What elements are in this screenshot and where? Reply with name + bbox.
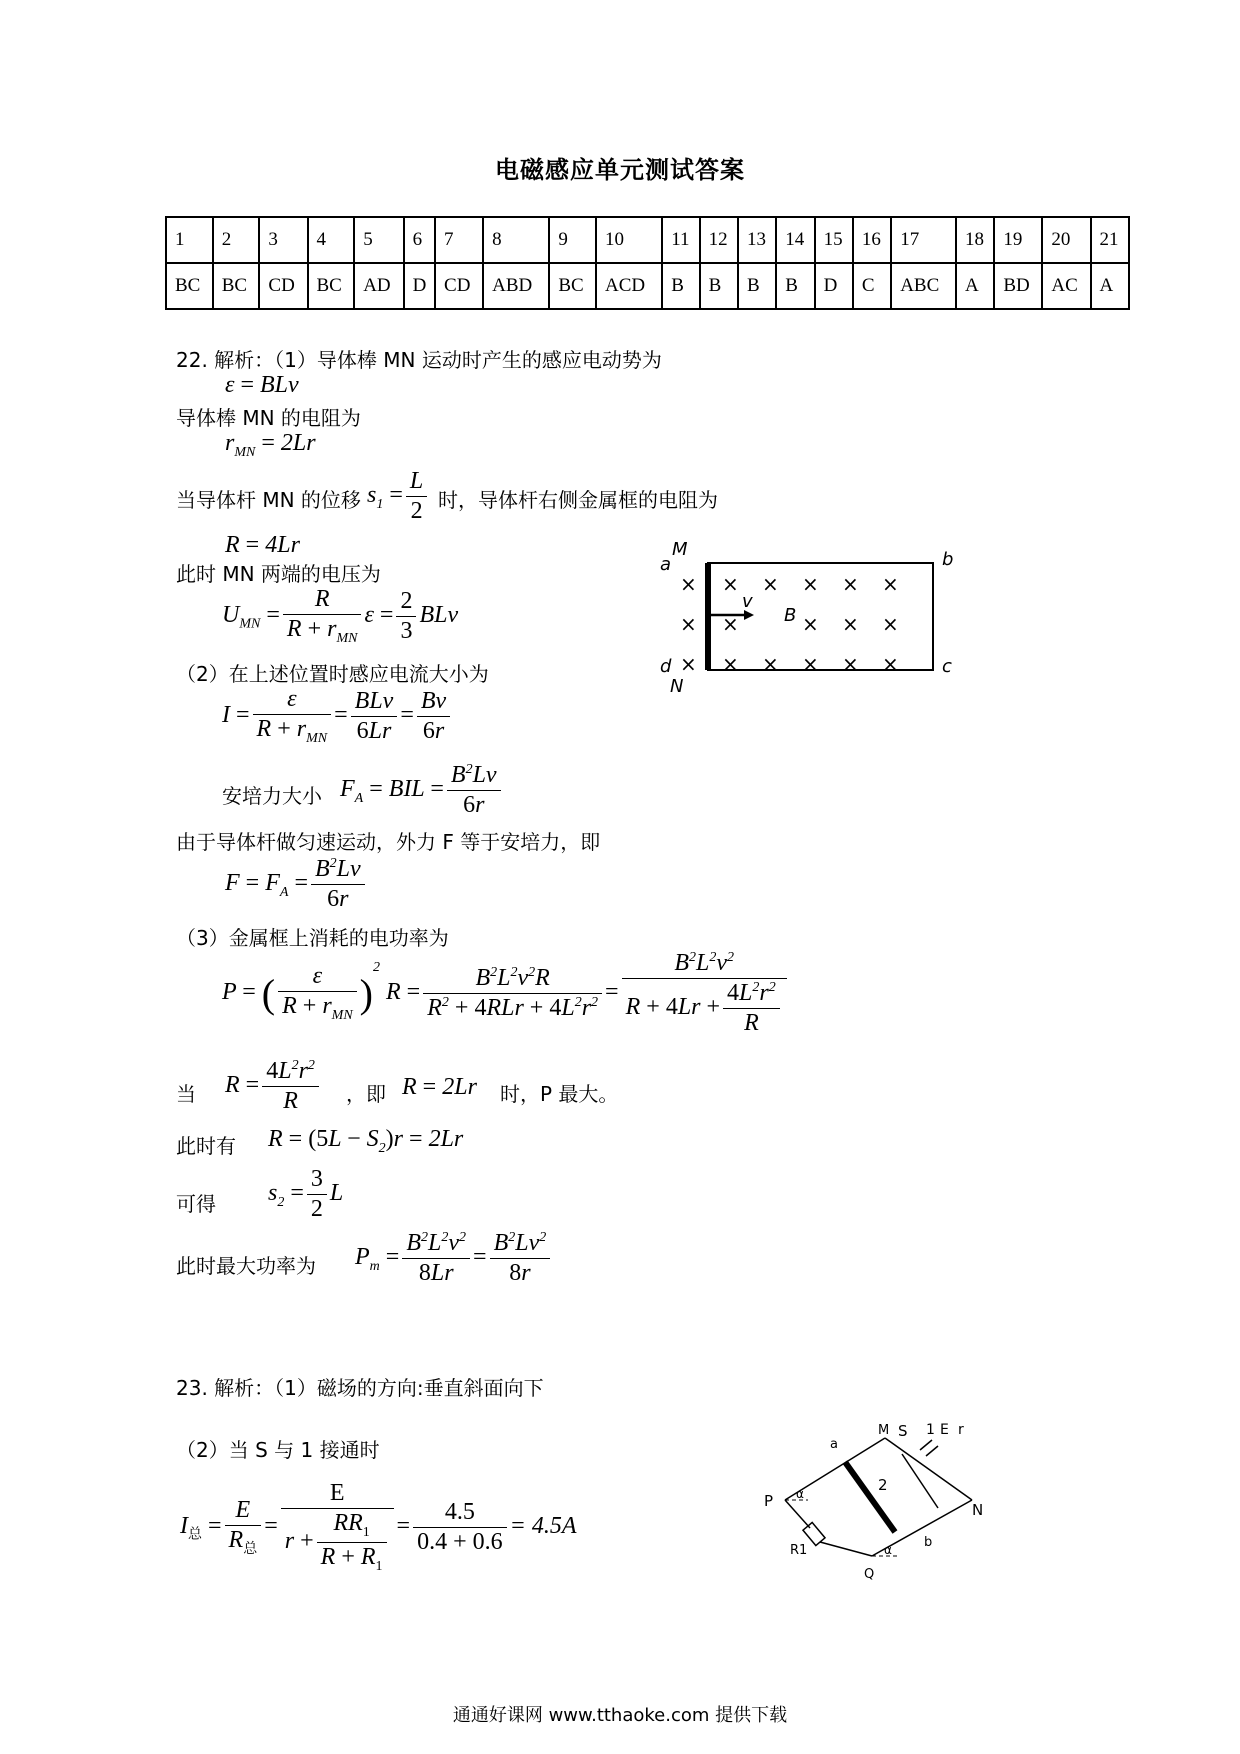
fig1-label-d: d (660, 656, 672, 677)
answer-cell: B (700, 263, 738, 309)
answer-cell: BC (166, 263, 213, 309)
answer-cell: B (662, 263, 699, 309)
fig2-label-s: S (898, 1422, 908, 1440)
fig2-label-e: E (940, 1422, 949, 1438)
q22-eq-condition: R = $\frac{4L^2r^2}{R}$ (225, 1058, 322, 1115)
svg-text:×: × (882, 652, 899, 676)
q22-line-9c: 时，P 最大。 (500, 1082, 619, 1106)
question-number-cell: 20 (1042, 217, 1090, 263)
q22-eq-r2lr: R = 2Lr (402, 1074, 477, 1100)
q22-line-6: 安培力大小 (222, 784, 322, 808)
answer-cell: BD (994, 263, 1042, 309)
q22-line-9b: ，即 (346, 1082, 386, 1106)
question-number-cell: 19 (994, 217, 1042, 263)
footer-credit: 通通好课网 www.tthaoke.com 提供下载 (452, 1705, 788, 1726)
capacitor-plate-1 (920, 1440, 932, 1450)
svg-text:×: × (802, 652, 819, 676)
question-number-cell: 9 (549, 217, 596, 263)
question-number-cell: 21 (1091, 217, 1129, 263)
svg-text:×: × (842, 572, 859, 596)
answer-cell: A (956, 263, 994, 309)
question-number-cell: 4 (308, 217, 355, 263)
q22-eq-s2: $s_2$ = $\frac{3}{2}$ L (268, 1166, 344, 1222)
question-number-cell: 8 (483, 217, 549, 263)
wire-r1-q (820, 1542, 872, 1556)
upper-rail-right (885, 1438, 972, 1500)
svg-text:×: × (722, 612, 739, 636)
q22-line-3b: 时，导体杆右侧金属框的电阻为 (438, 488, 718, 512)
page-title: 电磁感应单元测试答案 (495, 156, 745, 184)
question-number-cell: 10 (596, 217, 662, 263)
q22-line-10: 此时有 (176, 1134, 236, 1158)
fig2-label-m: M (878, 1423, 890, 1438)
q22-eq-emf: ε = BLv (225, 372, 299, 398)
question-number-cell: 14 (776, 217, 814, 263)
wire-p-r1 (785, 1500, 810, 1528)
rod-on-rails (845, 1462, 895, 1532)
svg-text:×: × (680, 652, 697, 676)
answer-cell: ACD (596, 263, 662, 309)
fig2-label-b: b (924, 1535, 933, 1550)
answer-cell: BC (549, 263, 596, 309)
q22-eq-s1: $s_1$ = $\frac{L}{2}$ (367, 468, 430, 525)
svg-text:×: × (680, 572, 697, 596)
fig1-label-c: c (942, 656, 952, 677)
answer-cell: BC (308, 263, 355, 309)
q22-line-1: 22. 解析：（1）导体棒 MN 运动时产生的感应电动势为 (176, 348, 662, 372)
fig2-label-q: Q (864, 1567, 875, 1582)
answer-cell: C (853, 263, 891, 309)
question-number-cell: 1 (166, 217, 213, 263)
answer-cell: ABD (483, 263, 549, 309)
q23-line-2: （2）当 S 与 1 接通时 (176, 1438, 380, 1462)
answer-cell: CD (435, 263, 483, 309)
fig2-label-alpha-bottom: α (884, 1543, 892, 1557)
svg-text:×: × (762, 652, 779, 676)
answer-table-number-row (166, 217, 1129, 263)
answer-cell: D (815, 263, 853, 309)
svg-text:×: × (802, 572, 819, 596)
question-number-cell: 6 (404, 217, 435, 263)
metal-frame (708, 563, 933, 670)
q23-numerator: 4.5 (413, 1499, 507, 1528)
answer-cell: A (1091, 263, 1129, 309)
q22-line-2: 导体棒 MN 的电阻为 (176, 406, 361, 430)
q22-eq-power: P = ( $\frac{\varepsilon}{R + r_{MN}}$ )$^2$ R = $\frac{B^2L^2v^2R}{R^2 + 4RLr + 4L^2r^2}$ = $B^2L^2v^2$ R + 4Lr + $\frac{4L^2r^2}{R}$ (222, 950, 790, 1037)
fig2-label-alpha-top: α (796, 1487, 804, 1501)
question-number-cell: 17 (891, 217, 956, 263)
svg-text:×: × (842, 652, 859, 676)
q22-line-5: （2）在上述位置时感应电流大小为 (176, 662, 489, 686)
answer-cell: ABC (891, 263, 956, 309)
answer-cell: AD (354, 263, 403, 309)
answer-cell: BC (213, 263, 260, 309)
question-number-cell: 2 (213, 217, 260, 263)
q22-line-4: 此时 MN 两端的电压为 (176, 562, 381, 586)
answer-cell: AC (1042, 263, 1090, 309)
svg-text:×: × (802, 612, 819, 636)
fig1-label-b-field: B (784, 605, 797, 626)
question-number-cell: 16 (853, 217, 891, 263)
q23-line-1: 23. 解析：（1）磁场的方向:垂直斜面向下 (176, 1376, 544, 1400)
q22-eq-current: I = $\frac{\varepsilon}{R + r_{MN}}$ = $\frac{\text{BLv}}{6Lr}$ = $\frac{Bv}{6r}$ (222, 686, 453, 747)
fig2-label-r: r (958, 1422, 964, 1438)
question-number-cell: 18 (956, 217, 994, 263)
q22-eq-r-expr: $R = (5L - S_2)r = 2Lr$ (268, 1126, 464, 1156)
svg-text:×: × (882, 572, 899, 596)
q22-line-12: 此时最大功率为 (176, 1254, 316, 1278)
question-number-cell: 11 (662, 217, 699, 263)
fig1-label-a: a (660, 554, 672, 575)
q22-line-11: 可得 (176, 1192, 216, 1216)
q22-line-8: （3）金属框上消耗的电功率为 (176, 926, 449, 950)
fig2-label-p: P (764, 1492, 774, 1510)
q23-result: = 4.5A (509, 1512, 577, 1539)
answer-table (165, 216, 1130, 310)
fig1-label-v: v (742, 591, 753, 612)
svg-text:×: × (882, 612, 899, 636)
capacitor-plate-2 (926, 1446, 938, 1456)
figure-rod-frame (650, 535, 954, 700)
answer-cell: CD (259, 263, 307, 309)
question-number-cell: 5 (354, 217, 403, 263)
q22-eq-rmn: $r_{MN} = 2Lr$ (225, 430, 316, 460)
question-number-cell: 15 (815, 217, 853, 263)
q22-line-9a: 当 (176, 1082, 196, 1106)
fig2-label-n: N (972, 1501, 984, 1519)
fig2-label-1: 1 (926, 1422, 935, 1438)
q23-eq-total-current: $I_总$ = $\frac{E}{R_总}$ = E r + $\frac{RR_1}{R + R_1}$ = $\frac{4.5}{0.4 + 0.6}$ = 4.5A (180, 1480, 577, 1574)
question-number-cell: 3 (259, 217, 307, 263)
q22-eq-ampere: $F_A$ = BIL = $\frac{B^2Lv}{6r}$ (340, 762, 504, 819)
fig2-label-r1: R1 (790, 1543, 808, 1558)
q22-line-7: 由于导体杆做匀速运动，外力 F 等于安培力，即 (176, 830, 601, 854)
fig1-label-b: b (942, 549, 954, 570)
question-number-cell: 13 (738, 217, 776, 263)
fig2-label-2: 2 (878, 1476, 888, 1494)
answer-table-answer-row (166, 263, 1129, 309)
answer-cell: D (404, 263, 435, 309)
answer-cell: B (738, 263, 776, 309)
q22-line-3a: 当导体杆 MN 的位移 (176, 488, 361, 512)
svg-text:×: × (722, 572, 739, 596)
fig1-label-m: M (672, 539, 688, 560)
svg-text:×: × (842, 612, 859, 636)
answer-cell: B (776, 263, 814, 309)
q22-eq-pmax: $P_m$ = $\frac{B^2L^2v^2}{8Lr}$ = $\frac{B^2Lv^2}{8r}$ (355, 1230, 553, 1287)
q22-eq-r: R = 4Lr (225, 532, 300, 558)
fig1-label-n: N (670, 676, 684, 697)
question-number-cell: 12 (700, 217, 738, 263)
q23-denominator: 0.4 + 0.6 (417, 1528, 503, 1555)
fig2-label-a: a (830, 1437, 838, 1452)
figure-incline-circuit (760, 1420, 1010, 1585)
svg-text:×: × (680, 612, 697, 636)
q22-eq-umn: $U_{MN}$ = $\frac{R}{R + r_{MN}}$ ε = $\frac{2}{3}$ BLv (222, 586, 459, 646)
q22-eq-force: $F = F_A$ = $\frac{B^2Lv}{6r}$ (225, 856, 368, 913)
svg-text:×: × (722, 652, 739, 676)
svg-text:×: × (762, 572, 779, 596)
question-number-cell: 7 (435, 217, 483, 263)
